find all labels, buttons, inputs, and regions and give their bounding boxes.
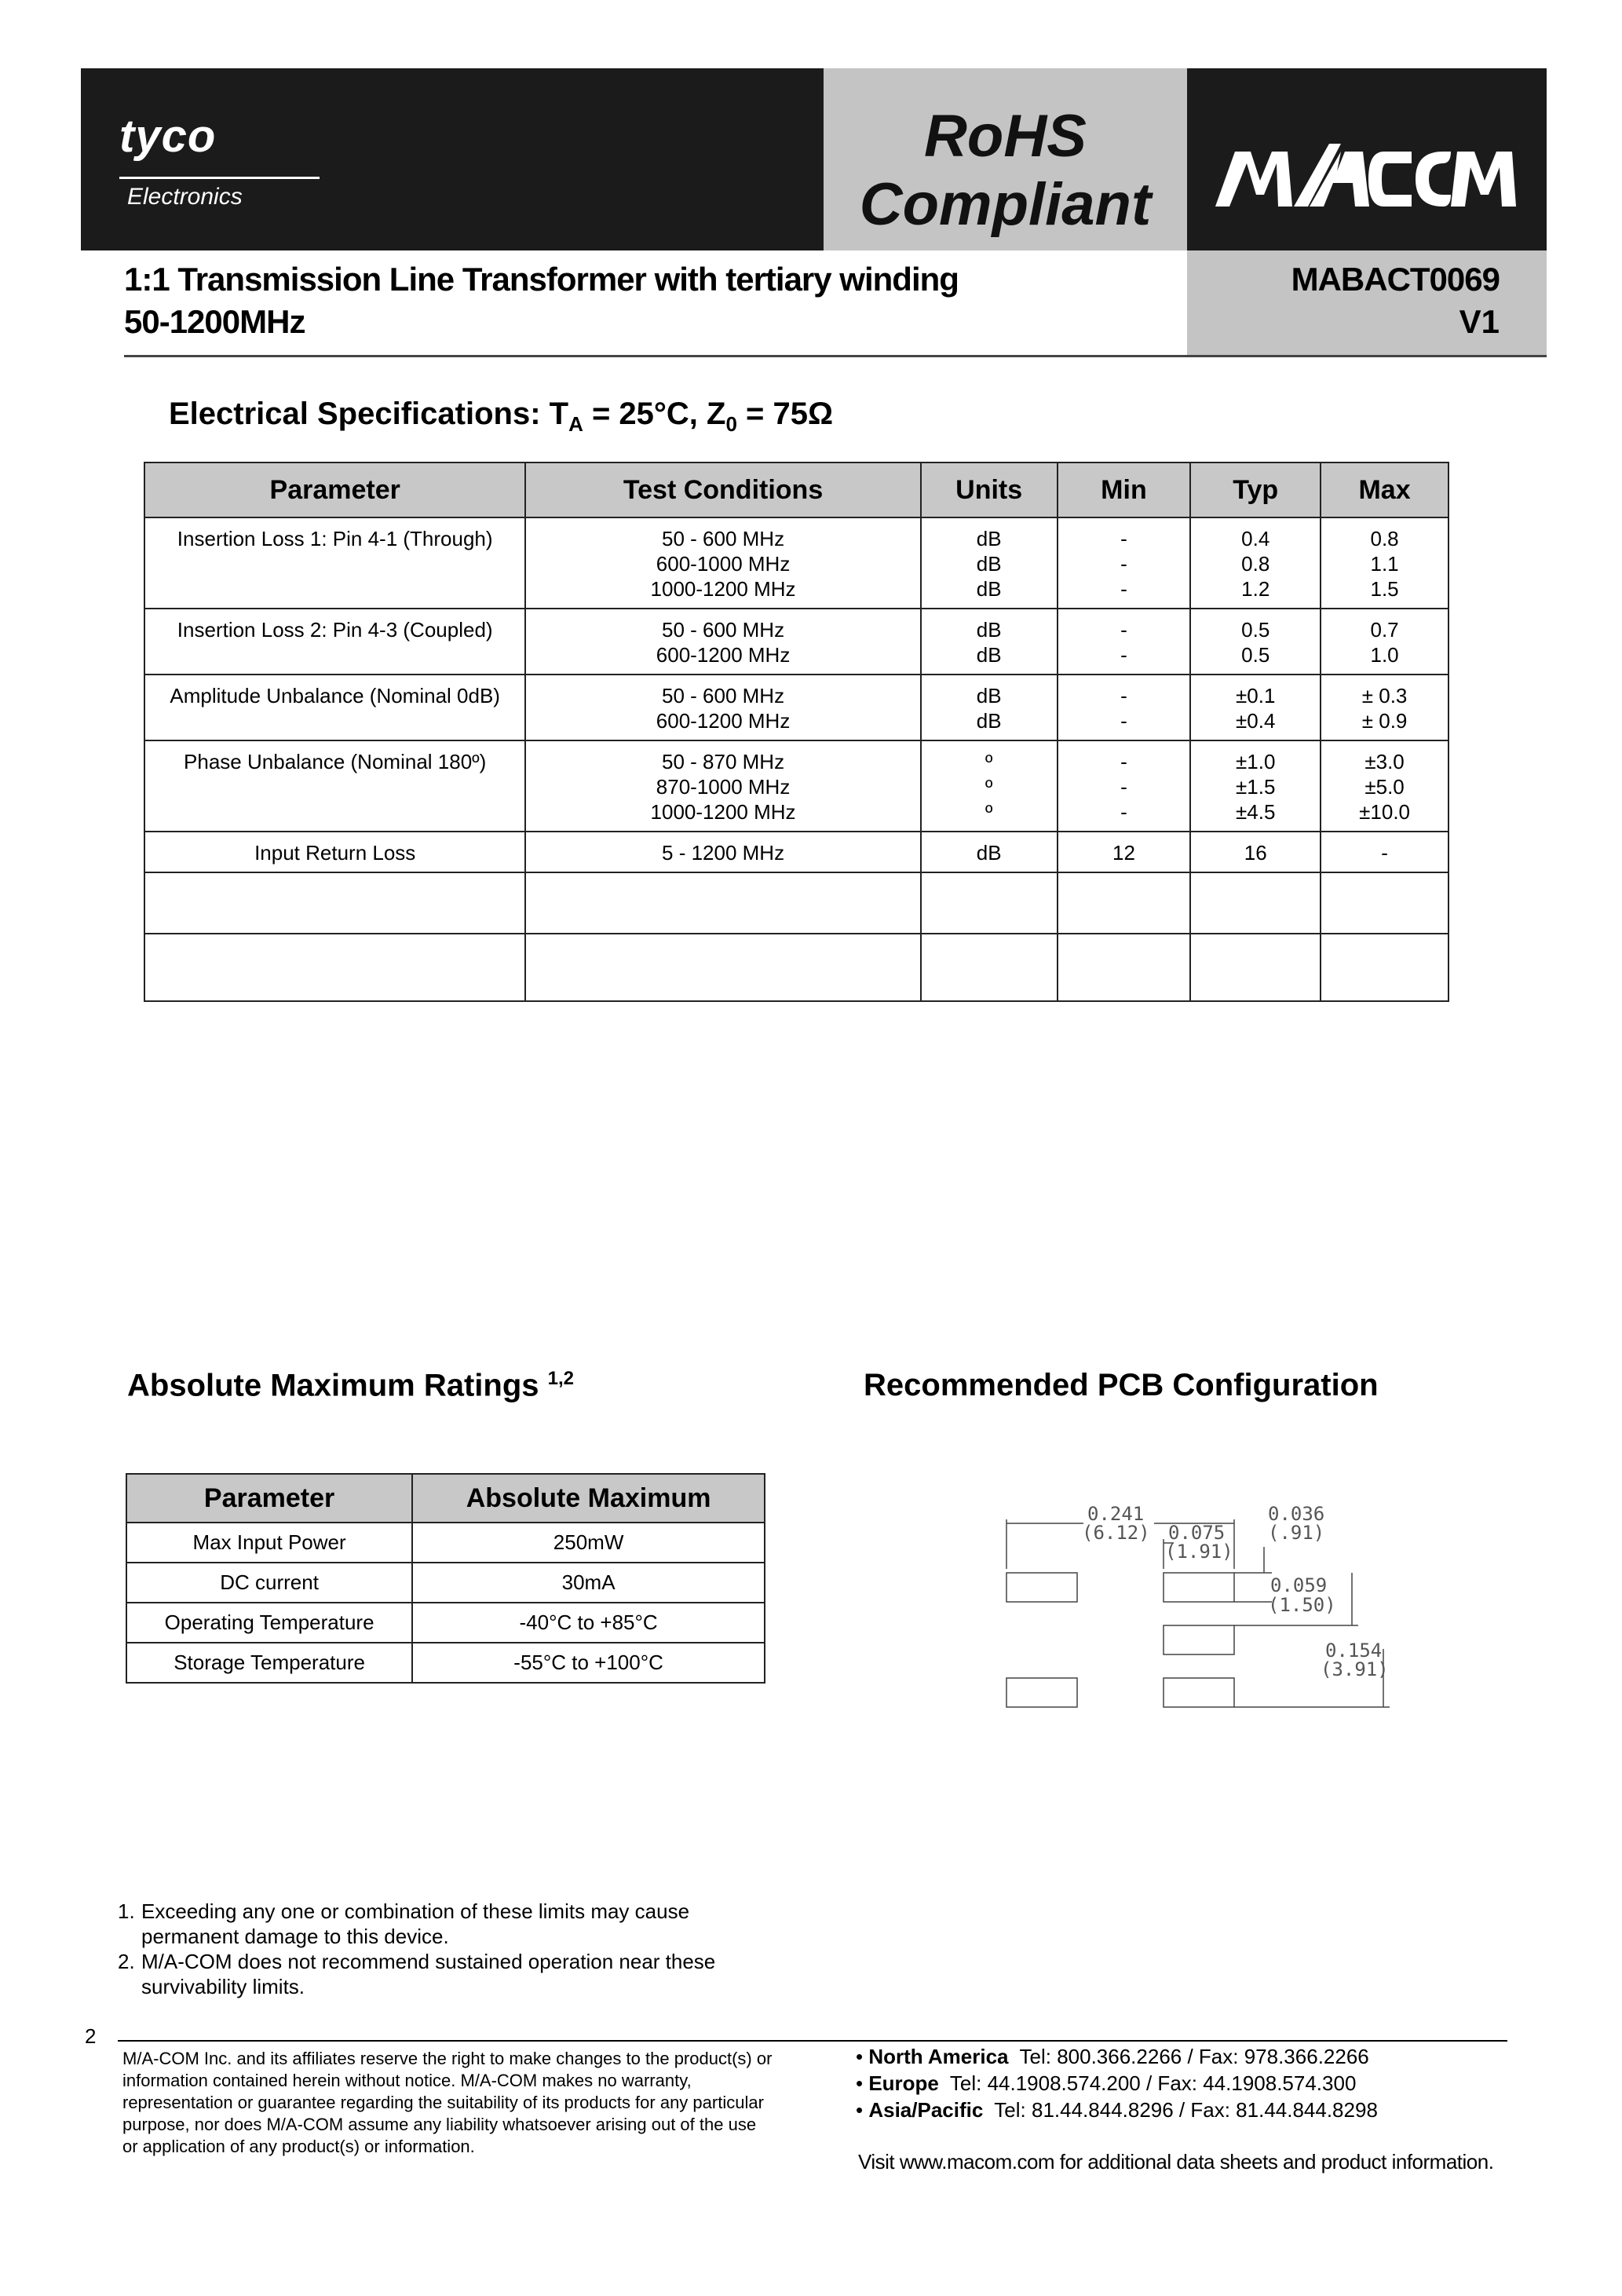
table-row <box>126 1643 765 1683</box>
conditions-cell <box>525 517 920 609</box>
frequency-range: 50-1200MHz <box>124 303 305 340</box>
dim-pad-height-in: 0.036 <box>1268 1503 1325 1525</box>
cell-value: ±3.0 <box>1364 750 1405 773</box>
min-cell <box>1058 517 1191 609</box>
cell-value: ± 0.3 <box>1361 684 1408 707</box>
cell-value: 0.4 <box>1241 527 1270 550</box>
table-row-empty <box>144 872 1448 934</box>
cell-value: 16 <box>1244 841 1267 865</box>
param-cell: DC current <box>126 1563 412 1603</box>
min-cell <box>1058 675 1191 740</box>
website-link-text[interactable]: Visit www.macom.com for additional data sheets and product information. <box>858 2150 1494 2174</box>
contact-europe: • Europe Tel: 44.1908.574.200 / Fax: 44.1908.574.300 <box>856 2071 1357 2095</box>
table-row <box>144 609 1448 675</box>
cell-value: 1.0 <box>1370 643 1399 667</box>
param-cell: Phase Unbalance (Nominal 180º) <box>144 740 525 832</box>
pcb-pad <box>1006 1573 1077 1602</box>
part-number: MABACT0069 <box>1291 261 1500 298</box>
cell-value: - <box>1120 643 1127 667</box>
param-cell: Storage Temperature <box>126 1643 412 1683</box>
abs-max-table <box>126 1473 765 1684</box>
compliant-text: Compliant <box>859 171 1152 238</box>
cell-value: 50 - 870 MHz <box>662 750 785 773</box>
conditions-cell <box>525 609 920 675</box>
cell-value: ±1.0 <box>1236 750 1276 773</box>
min-cell <box>1058 609 1191 675</box>
param-cell: Operating Temperature <box>126 1603 412 1643</box>
cell-value: º <box>985 750 993 773</box>
units-cell <box>921 675 1058 740</box>
col-header-max: Max <box>1321 462 1448 517</box>
cell-value: ±5.0 <box>1364 775 1405 799</box>
abs-max-title: Absolute Maximum Ratings $^{1,2}$ <box>127 1368 575 1403</box>
tyco-electronics-text: Electronics <box>127 184 243 210</box>
document-title: 1:1 Transmission Line Transformer with tertiary winding <box>124 261 959 298</box>
cell-value: ± 0.9 <box>1361 709 1408 733</box>
dim-width-mm: (6.12) <box>1082 1522 1150 1544</box>
cell-value: 1.2 <box>1241 577 1270 601</box>
typ-cell <box>1190 740 1321 832</box>
cell-value: - <box>1120 684 1127 707</box>
typ-cell <box>1190 832 1321 872</box>
cell-value: ±4.5 <box>1236 800 1276 824</box>
cell-value: 50 - 600 MHz <box>662 684 785 707</box>
table-row-empty <box>144 934 1448 1001</box>
tyco-logo: tyco <box>119 111 217 162</box>
table-row <box>126 1603 765 1643</box>
contact-list <box>856 2043 1378 2123</box>
table-header-row <box>126 1474 765 1523</box>
pcb-pad <box>1164 1678 1234 1707</box>
cell-value: dB <box>976 841 1002 865</box>
cell-value: - <box>1120 618 1127 642</box>
rohs-text: RoHS <box>924 103 1087 170</box>
cell-value: 1000-1200 MHz <box>650 800 796 824</box>
contact-north-america: • North America Tel: 800.366.2266 / Fax: 978.366.2266 <box>856 2045 1369 2068</box>
cell-value: - <box>1120 577 1127 601</box>
table-row <box>144 517 1448 609</box>
electrical-specs-table <box>144 462 1449 1002</box>
typ-cell <box>1190 517 1321 609</box>
cell-value: 870-1000 MHz <box>656 775 791 799</box>
col-header-test-conditions: Test Conditions <box>525 462 920 517</box>
cell-value: - <box>1120 800 1127 824</box>
param-cell: Insertion Loss 1: Pin 4-1 (Through) <box>144 517 525 609</box>
param-cell: Amplitude Unbalance (Nominal 0dB) <box>144 675 525 740</box>
cell-value: 5 - 1200 MHz <box>662 841 785 865</box>
footer-rule <box>118 2040 1507 2042</box>
version: V1 <box>1459 303 1500 340</box>
pcb-config-title: Recommended PCB Configuration <box>864 1368 1379 1402</box>
table-header-row <box>144 462 1448 517</box>
cell-value: 50 - 600 MHz <box>662 618 785 642</box>
cell-value: dB <box>976 643 1002 667</box>
tyco-logo-rule <box>119 177 320 179</box>
pcb-pad <box>1006 1678 1077 1707</box>
macom-logo <box>1215 140 1522 226</box>
value-cell: 30mA <box>412 1563 765 1603</box>
cell-value: - <box>1120 750 1127 773</box>
cell-value: 600-1200 MHz <box>656 709 791 733</box>
disclaimer-text: M/A-COM Inc. and its affiliates reserve the right to make changes to the product(s) or information contained herein without notice. M/A-COM makes no warranty, representation or guarantee regarding the suitability of its products for any particular purpose, nor does M/A-COM assume any liability whatsoever arising out of the use or application of any product(s) or information. <box>122 2049 773 2156</box>
cell-value: 12 <box>1112 841 1135 865</box>
units-cell <box>921 832 1058 872</box>
param-cell: Max Input Power <box>126 1523 412 1563</box>
col-header-units: Units <box>921 462 1058 517</box>
col-header-absolute-maximum: Absolute Maximum <box>412 1474 765 1523</box>
conditions-cell <box>525 675 920 740</box>
pcb-pad <box>1164 1625 1234 1654</box>
cell-value: ±10.0 <box>1359 800 1410 824</box>
dim-pad-height-mm: (.91) <box>1268 1522 1325 1544</box>
cell-value: 1.1 <box>1370 552 1399 576</box>
col-header-parameter: Parameter <box>126 1474 412 1523</box>
cell-value: dB <box>976 618 1002 642</box>
cell-value: 0.5 <box>1241 618 1270 642</box>
cell-value: 0.8 <box>1241 552 1270 576</box>
cell-value: 0.8 <box>1370 527 1399 550</box>
col-header-parameter: Parameter <box>144 462 525 517</box>
cell-value: - <box>1120 709 1127 733</box>
cell-value: 1000-1200 MHz <box>650 577 796 601</box>
dim-width-in: 0.241 <box>1087 1503 1145 1525</box>
typ-cell <box>1190 675 1321 740</box>
cell-value: dB <box>976 577 1002 601</box>
cell-value: - <box>1120 775 1127 799</box>
col-header-min: Min <box>1058 462 1191 517</box>
max-cell <box>1321 517 1448 609</box>
cell-value: - <box>1120 527 1127 550</box>
typ-cell <box>1190 609 1321 675</box>
table-row <box>144 675 1448 740</box>
cell-value: 50 - 600 MHz <box>662 527 785 550</box>
value-cell: 250mW <box>412 1523 765 1563</box>
table-row <box>126 1563 765 1603</box>
dim-pitch-in: 0.059 <box>1270 1574 1328 1596</box>
max-cell <box>1321 675 1448 740</box>
dim-span-mm: (3.91) <box>1321 1658 1389 1680</box>
note-item: 1. Exceeding any one or combination of these limits may cause permanent damage to this device. <box>118 1899 690 1948</box>
dim-pitch-mm: (1.50) <box>1268 1594 1336 1616</box>
max-cell <box>1321 832 1448 872</box>
pcb-footprint-drawing <box>997 1492 1437 1720</box>
contact-asia-pacific: • Asia/Pacific Tel: 81.44.844.8296 / Fax: 81.44.844.8298 <box>856 2098 1378 2122</box>
cell-value: 600-1200 MHz <box>656 643 791 667</box>
cell-value: 0.7 <box>1370 618 1399 642</box>
max-cell <box>1321 609 1448 675</box>
cell-value: dB <box>976 527 1002 550</box>
units-cell <box>921 740 1058 832</box>
cell-value: - <box>1381 841 1388 865</box>
cell-value: dB <box>976 552 1002 576</box>
cell-value: º <box>985 775 993 799</box>
dim-pad-mm: (1.91) <box>1165 1541 1233 1563</box>
param-cell: Input Return Loss <box>144 832 525 872</box>
conditions-cell <box>525 832 920 872</box>
table-row <box>144 740 1448 832</box>
cell-value: 1.5 <box>1370 577 1399 601</box>
cell-value: 600-1000 MHz <box>656 552 791 576</box>
cell-value: 0.5 <box>1241 643 1270 667</box>
max-cell <box>1321 740 1448 832</box>
units-cell <box>921 609 1058 675</box>
table-row <box>144 832 1448 872</box>
table-row <box>126 1523 765 1563</box>
dim-pad-in: 0.075 <box>1168 1522 1226 1544</box>
cell-value: ±1.5 <box>1236 775 1276 799</box>
units-cell <box>921 517 1058 609</box>
cell-value: - <box>1120 552 1127 576</box>
min-cell <box>1058 740 1191 832</box>
col-header-typ: Typ <box>1190 462 1321 517</box>
cell-value: ±0.1 <box>1236 684 1276 707</box>
param-cell: Insertion Loss 2: Pin 4-3 (Coupled) <box>144 609 525 675</box>
cell-value: º <box>985 800 993 824</box>
conditions-cell <box>525 740 920 832</box>
pcb-pad <box>1164 1573 1234 1602</box>
value-cell: -55°C to +100°C <box>412 1643 765 1683</box>
cell-value: ±0.4 <box>1236 709 1276 733</box>
cell-value: dB <box>976 709 1002 733</box>
dim-span-in: 0.154 <box>1325 1640 1383 1662</box>
note-item: 2. M/A-COM does not recommend sustained operation near these survivability limits. <box>118 1950 716 1998</box>
page-number: 2 <box>85 2024 97 2048</box>
cell-value: dB <box>976 684 1002 707</box>
header-rule <box>124 355 1547 357</box>
value-cell: -40°C to +85°C <box>412 1603 765 1643</box>
min-cell <box>1058 832 1191 872</box>
notes-list <box>118 1899 785 1999</box>
electrical-specs-title: Electrical Specifications: $T_A = 25^\circ C$, $Z_0 = 75\Omega$ <box>169 397 834 436</box>
